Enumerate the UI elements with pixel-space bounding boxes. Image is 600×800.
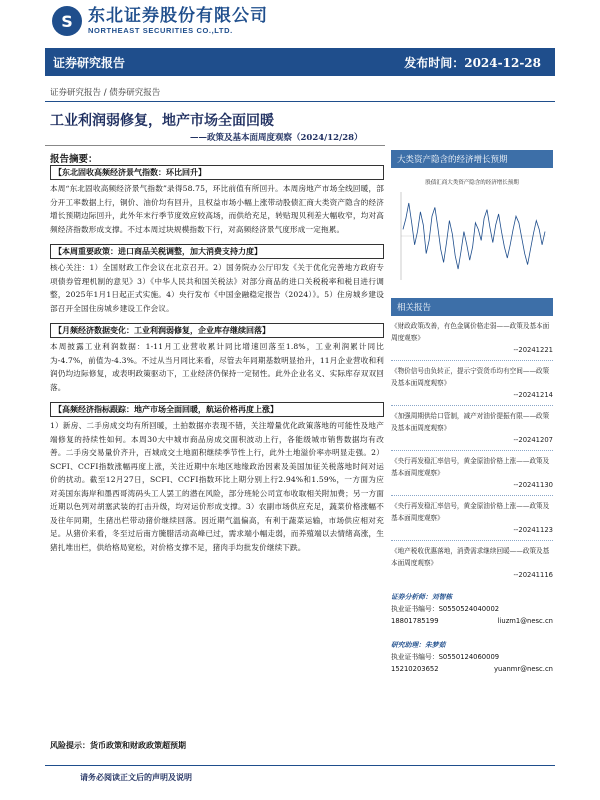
related-report-date: --20241116 <box>513 571 553 579</box>
section-heading: 【东北固收高频经济景气指数：环比回升】 <box>50 165 384 180</box>
divider <box>391 495 553 496</box>
company-name-en: NORTHEAST SECURITIES CO.,LTD. <box>88 26 233 35</box>
divider <box>391 540 553 541</box>
divider <box>45 101 555 102</box>
related-report-link[interactable]: 《物价信号由负转正，提示宁资货币均有空间——政策及基本面周度观察》 <box>391 367 550 387</box>
related-report-date: --20241130 <box>513 481 553 489</box>
assistant-name: 研究助理：朱梦茹 <box>391 641 446 649</box>
analyst-email[interactable]: liuzm1@nesc.cn <box>497 617 553 625</box>
logo-mark-icon: S <box>52 6 82 36</box>
section-heading: 【本周重要政策：进口商品关税调整，加大消费支持力度】 <box>50 244 384 259</box>
related-report-date: --20241221 <box>513 346 553 354</box>
risk-warning: 风险提示：货币政策和财政政策超预期 <box>50 741 186 750</box>
publish-date: 发布时间：2024-12-28 <box>404 56 541 70</box>
company-logo <box>52 6 268 36</box>
summary-label: 报告摘要： <box>50 154 98 165</box>
report-title: 工业利润弱修复，地产市场全面回暖 <box>50 113 274 129</box>
related-reports-title: 相关报告 <box>391 298 553 316</box>
top-banner <box>45 48 555 76</box>
related-report-link[interactable]: 《央行再发稳汇率信号，黄金原油价格上涨——政策及基本面周度观察》 <box>391 502 550 522</box>
assistant-email[interactable]: yuanmr@nesc.cn <box>494 665 553 673</box>
footer-divider <box>45 765 555 766</box>
related-report-date: --20241123 <box>513 526 553 534</box>
divider <box>391 450 553 451</box>
report-subtitle: ——政策及基本面周度观察（2024/12/28） <box>190 133 363 143</box>
related-report-link[interactable]: 《财政政策改善，有色金属价格走弱——政策及基本面周度观察》 <box>391 322 550 342</box>
chart-section-title: 大类资产隐含的经济增长预期 <box>391 150 553 168</box>
company-name-cn: 东北证券股份有限公司 <box>88 6 268 26</box>
section-paragraph: 1）新房、二手房成交均有所回暖，土拍数据亦表现不错，关注增量优化政策落地的可能性及地产端修复的持续性如何。本周30大中城市商品房成交面积波动上行，各能级城市销售数据均有改善。二手房交易量价齐升，百城成交土地面积继续季节性上行，此外土地溢价率亦明显走强。2）SCFI、CCFI指数涨幅再度上涨，关注近期中东地区地缘政治因素及美国加征关税落地时间对运价的扰动。截至12月27日，SCFI、CCFI指数环比上期分别上行2.94%和1.59%，一方面为应对美国东海岸和墨西哥湾码头工人罢工的潜在风险，部分班轮公司宣布收取相关附加费；另一方面近期以色列对胡塞武装的打击升级，均对运价形成支撑。3）农副市场供应充足，蔬菜价格涨幅不及往年同期，生猪出栏带动猪价继续回落。因近期气温偏高，有利于蔬菜运输，市场供应相对充足。从猪价来看，冬至过后南方腌腊活动高峰已过，需求端小幅走弱，而养殖端以去情绪高涨，生猪扎堆出栏，供给格局宽松，对价格支撑不足，猪肉手均批发价继续下跌。 <box>50 421 384 552</box>
disclaimer-notice: 请务必阅读正文后的声明及说明 <box>80 773 192 782</box>
assistant-block <box>391 639 553 675</box>
assistant-phone: 15210203652 <box>391 665 439 673</box>
related-report-link[interactable]: 《加强周期供给口管制，减产对油价提振有限——政策及基本面周度观察》 <box>391 412 550 432</box>
chart-title: 股债汇商大类资产隐含的经济增长预期 <box>425 180 519 186</box>
section-paragraph: 本周披露工业利润数据：1-11月工业营收累计同比增速回落至1.8%，工业利润累计同比为-4.7%，前值为-4.3%。不过从当月同比来看，尽管去年同期基数明显抬升，11月企业营收和利润仍均边际修复，或表明政策驱动下，工业经济仍保持一定韧性。此外企业名义、实际库存双双回落。 <box>50 342 384 392</box>
growth-expectation-chart <box>391 170 553 290</box>
sidebar <box>391 150 553 675</box>
summary-body <box>50 165 384 554</box>
breadcrumb: 证券研究报告 / 债券研究报告 <box>50 88 161 98</box>
section-heading: 【高频经济指标跟踪：地产市场全面回暖，航运价格再度上涨】 <box>50 402 384 417</box>
section-paragraph: 本周“东北固收高频经济景气指数”录得58.75，环比前值有所回升。本周房地产市场全线回暖，部分开工率数据上行，铜价、油价均有回升，且权益市场小幅上涨带动股债汇商大类资产隐含的经济增长预期边际回升，此外年末行季节度效应较高场，而供给充足，转贴现贝利差大幅收窄，均对高频经济指数形成支撑。不过本周过块规模指数下行，对高频经济景气度形成一定拖累。 <box>50 184 384 234</box>
analyst-name: 证券分析师：刘智栋 <box>391 593 453 601</box>
section-paragraph: 核心关注：1）全国财政工作会议在北京召开。2）国务院办公厅印发《关于优化完善地方政府专项债券管理机制的意见》3）《中华人民共和国关税法》对部分商品的进口关税税率和税目进行调整，2025年1月1日起正式实施。4）央行发布《中国金融稳定报告（2024）》。5）住房城乡建设部召开全国住房城乡建设工作会议。 <box>50 263 384 313</box>
related-report-link[interactable]: 《央行再发稳汇率信号，黄金原油价格上涨——政策及基本面周度观察》 <box>391 457 550 477</box>
related-report-date: --20241214 <box>513 391 553 399</box>
assistant-cert: 执业证书编号：S0550124060009 <box>391 653 500 661</box>
divider <box>391 405 553 406</box>
related-report-date: --20241207 <box>513 436 553 444</box>
divider <box>45 145 385 146</box>
related-report-link[interactable]: 《地产税收优惠落地，消费需求继续回暖——政策及基本面周度观察》 <box>391 547 550 567</box>
chart-svg <box>391 170 553 290</box>
section-heading: 【月频经济数据变化：工业利润弱修复，企业库存继续回落】 <box>50 323 384 338</box>
divider <box>391 360 553 361</box>
analyst-block <box>391 591 553 627</box>
analyst-phone: 18801785199 <box>391 617 439 625</box>
report-type-label: 证券研究报告 <box>53 56 126 70</box>
analyst-cert: 执业证书编号：S0550524040002 <box>391 605 500 613</box>
